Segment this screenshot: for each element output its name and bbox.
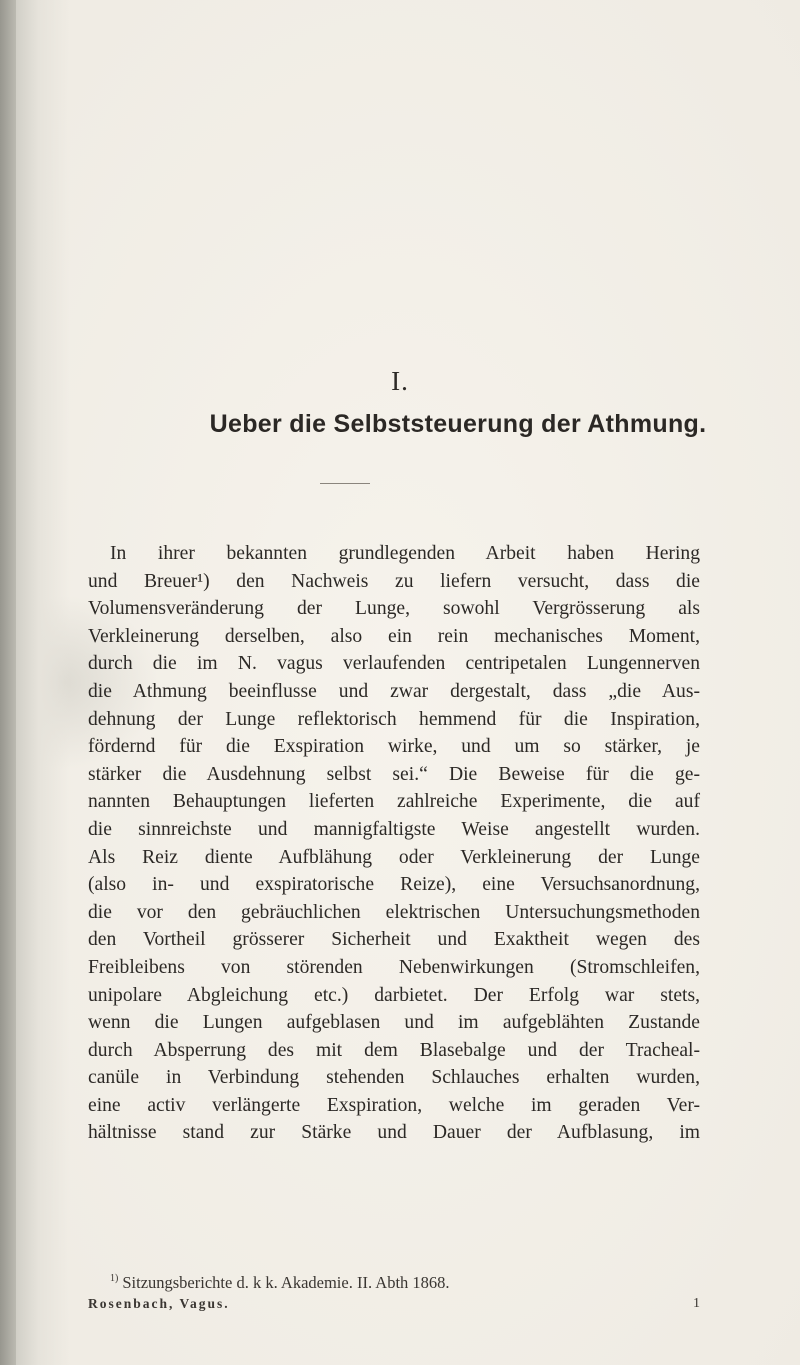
- body-line: stärker die Ausdehnung selbst sei.“ Die Beweise für die ge-: [88, 763, 700, 785]
- body-line: fördernd für die Exspiration wirke, und um so stärker, je: [88, 736, 700, 758]
- binding-edge-dark: [0, 0, 16, 1365]
- body-line: die vor den gebräuchlichen elektrischen Untersuchungsmethoden: [88, 901, 700, 923]
- body-line: unipolare Abgleichung etc.) darbietet. Der Erfolg war stets,: [88, 984, 700, 1006]
- body-text: [88, 540, 700, 1147]
- body-line: canüle in Verbindung stehenden Schlauches erhalten wurden,: [88, 1067, 700, 1089]
- body-line: nannten Behauptungen lieferten zahlreiche Experimente, die auf: [88, 791, 700, 813]
- signature-sheet-number: 1: [693, 1296, 700, 1311]
- body-line: hältnisse stand zur Stärke und Dauer der Aufblasung, im: [88, 1122, 700, 1144]
- signature-author: Rosenbach, Vagus.: [88, 1296, 230, 1311]
- body-line: die Athmung beeinflusse und zwar dergestalt, dass „die Aus-: [88, 680, 700, 702]
- body-line: wenn die Lungen aufgeblasen und im aufgeblähten Zustande: [88, 1012, 700, 1034]
- body-line: den Vortheil grösserer Sicherheit und Exaktheit wegen des: [88, 929, 700, 951]
- footnote-marker: 1): [110, 1273, 119, 1284]
- chapter-number: I.: [391, 366, 409, 396]
- body-line: (also in- und exspiratorische Reize), eine Versuchsanordnung,: [88, 874, 700, 896]
- footnote-text: Sitzungsberichte d. k k. Akademie. II. Abth 1868.: [122, 1273, 450, 1292]
- footnote: [110, 1273, 450, 1293]
- body-line: In ihrer bekannten grundlegenden Arbeit haben Hering: [110, 543, 700, 564]
- page-title: Ueber die Selbststeuerung der Athmung.: [209, 410, 707, 438]
- body-line: Freibleibens von störenden Nebenwirkungen (Stromschleifen,: [88, 956, 700, 978]
- body-line: und Breuer¹) den Nachweis zu liefern versucht, dass die: [88, 570, 700, 592]
- body-line: durch die im N. vagus verlaufenden centripetalen Lungennerven: [88, 653, 700, 675]
- body-line: eine activ verlängerte Exspiration, welche im geraden Ver-: [88, 1094, 700, 1116]
- body-line: durch Absperrung des mit dem Blasebalge und der Tracheal-: [88, 1039, 700, 1061]
- body-line: dehnung der Lunge reflektorisch hemmend für die Inspiration,: [88, 708, 700, 730]
- body-line: Volumensveränderung der Lunge, sowohl Vergrösserung als: [88, 598, 700, 620]
- body-line: Als Reiz diente Aufblähung oder Verkleinerung der Lunge: [88, 846, 700, 868]
- body-line: die sinnreichste und mannigfaltigste Weise angestellt wurden.: [88, 818, 700, 840]
- signature-line: [88, 1296, 700, 1312]
- title-divider: [320, 483, 370, 484]
- body-line: Verkleinerung derselben, also ein rein mechanisches Moment,: [88, 625, 700, 647]
